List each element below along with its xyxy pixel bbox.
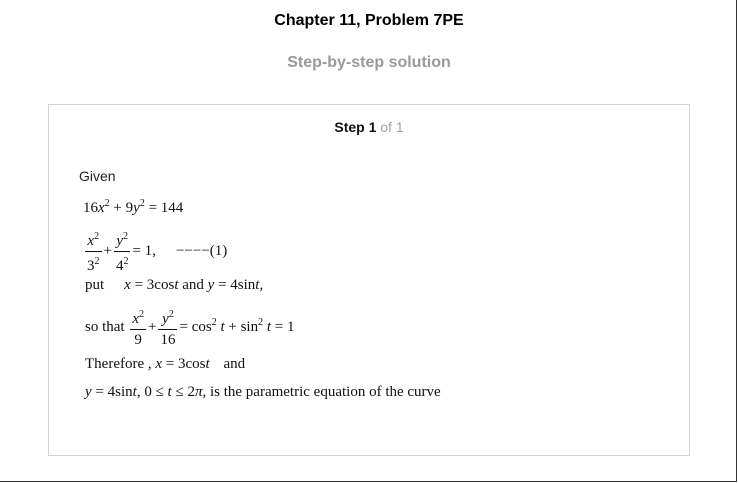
therefore-line: Therefore , x = 3cost and: [85, 356, 246, 372]
solution-card: [48, 104, 690, 456]
given-label: Given: [79, 168, 116, 184]
and-word-1: and: [182, 277, 204, 293]
equation-original: $16x^2 + 9y^2 = 144$: [83, 198, 184, 216]
so-that-text: so that: [85, 318, 125, 335]
therefore-word: Therefore ,: [85, 356, 152, 372]
solution-heading: Step-by-step solution: [287, 54, 451, 71]
and-word-2: and: [223, 356, 246, 372]
conclusion-text: is the parametric equation of the curve: [209, 384, 441, 400]
substitution-line: put x = 3cost and y = 4sint,: [85, 277, 264, 293]
identity-line: so that $\frac{x^2}{9}$ + $\frac{y^2}{16}$ = $\cos^2 t + \sin^2 t = 1$: [85, 305, 294, 350]
step-label: Step 1: [334, 119, 377, 135]
equation-number-marker: −−−−(1): [175, 242, 228, 259]
put-word: put: [85, 277, 105, 293]
equation-standard-form: $\frac{x^2}{3^2}$ + $\frac{y^2}{4^2}$ = 1, −−−−(1): [83, 227, 227, 276]
step-total: of 1: [380, 119, 404, 135]
conclusion-line: y = 4sint, 0 ≤ t ≤ 2π, is the parametric equation of the curve: [85, 384, 441, 400]
step-header: [49, 119, 689, 135]
chapter-title: Chapter 11, Problem 7PE: [274, 12, 464, 29]
